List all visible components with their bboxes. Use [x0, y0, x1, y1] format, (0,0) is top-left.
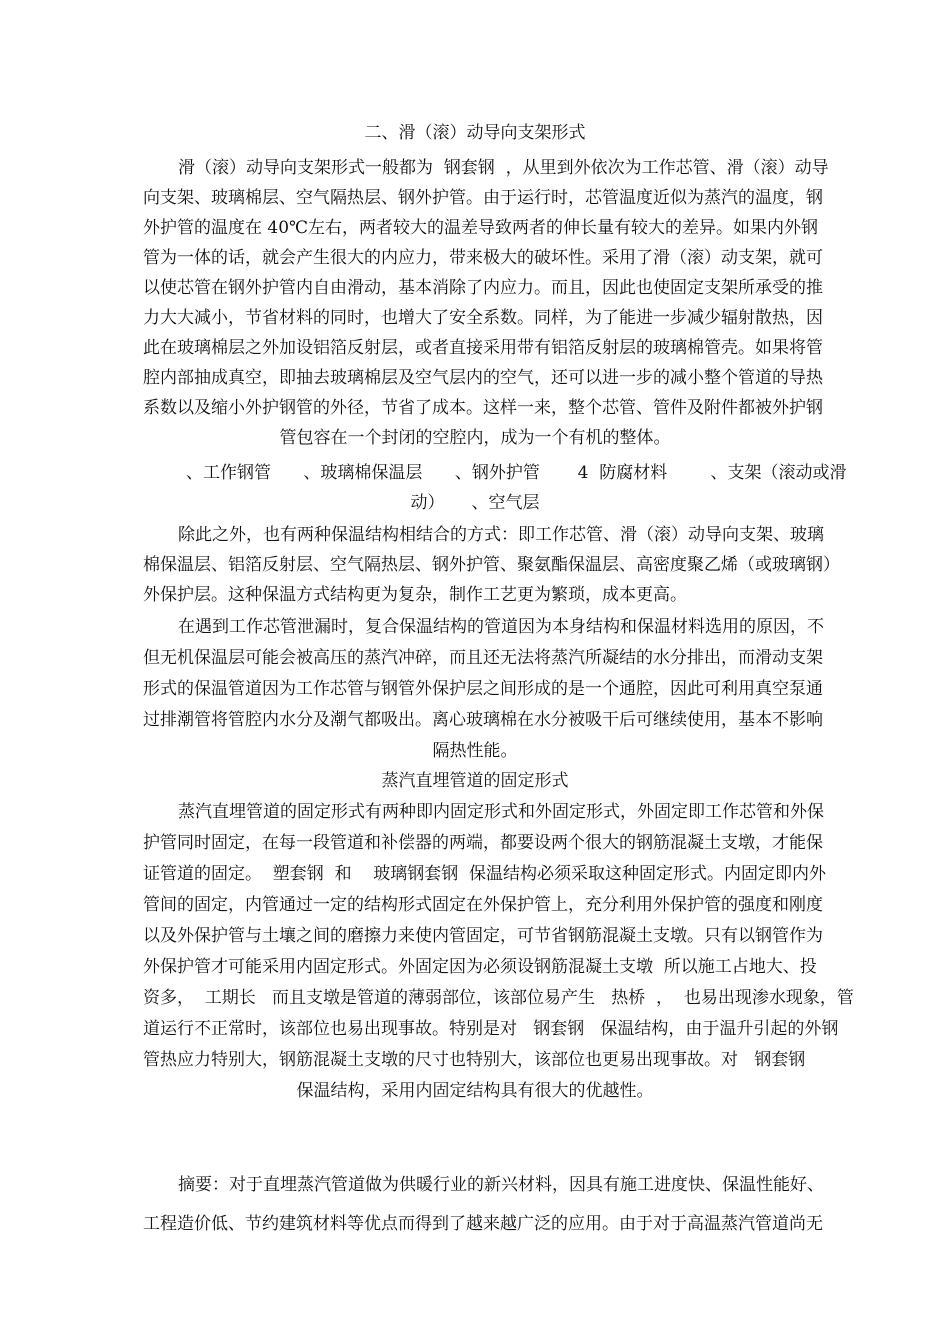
paragraph-line: 棉保温层、铝箔反射层、空气隔热层、钢外护管、聚氨酯保温层、高密度聚乙烯（或玻璃钢）: [143, 555, 840, 575]
paragraph-line: 过排潮管将管腔内水分及潮气都吸出。离心玻璃棉在水分被吸干后可继续使用，基本不影响: [143, 710, 823, 730]
paragraph-line: 腔内部抽成真空，即抽去玻璃棉层及空气层内的空气，还可以进一步的减小整个管道的导热: [143, 368, 823, 388]
paragraph-line: 但无机保温层可能会被高压的蒸汽冲碎，而且还无法将蒸汽所凝结的水分排出，而滑动支架: [143, 648, 823, 668]
paragraph-line: 以及外保护管与土壤之间的磨擦力来使内管固定，可节省钢筋混凝土支墩。只有以钢管作为: [143, 926, 823, 946]
paragraph-line: 力大大减小，节省材料的同时，也增大了安全系数。同样，为了能进一步减少辐射散热，因: [143, 308, 823, 328]
legend-line: 、工作钢管 、玻璃棉保温层 、钢外护管 4 防腐材料 、支架（滚动或滑: [186, 463, 847, 483]
paragraph-line: 证管道的固定。 塑套钢 和 玻璃钢套钢 保温结构必须采取这种固定形式。内固定即内外: [143, 864, 827, 884]
paragraph-line: 管间的固定，内管通过一定的结构形式固定在外保护管上，充分利用外保护管的强度和刚度: [143, 895, 823, 915]
legend-line: 动） 、空气层: [410, 493, 540, 513]
paragraph-line: 护管同时固定，在每一段管道和补偿器的两端，都要设两个很大的钢筋混凝土支墩，才能保: [143, 833, 823, 853]
paragraph-line: 此在玻璃棉层之外加设铝箔反射层，或者直接采用带有铝箔反射层的玻璃棉管壳。如果将管: [143, 338, 823, 358]
paragraph-line: 管为一体的话，就会产生很大的内应力，带来极大的破坏性。采用了滑（滚）动支架，就可: [143, 248, 823, 268]
paragraph-line: 系数以及缩小外护钢管的外径，节省了成本。这样一来，整个芯管、管件及附件都被外护钢: [143, 398, 823, 418]
paragraph-line: 外护管的温度在 40℃左右，两者较大的温差导致两者的伸长量有较大的差异。如果内外钢: [143, 218, 819, 238]
paragraph-line: 隔热性能。: [432, 741, 518, 761]
section-title: 二、滑（滚）动导向支架形式: [364, 123, 586, 143]
paragraph-line: 蒸汽直埋管道的固定形式有两种即内固定形式和外固定形式，外固定即工作芯管和外保: [178, 802, 824, 822]
paragraph-line: 向支架、玻璃棉层、空气隔热层、钢外护管。由于运行时，芯管温度近似为蒸汽的温度，钢: [143, 188, 823, 208]
paragraph-line: 在遇到工作芯管泄漏时，复合保温结构的管道因为本身结构和保温材料选用的原因，不: [178, 617, 824, 637]
paragraph-line: 以使芯管在钢外护管内自由滑动，基本消除了内应力。而且，因此也使固定支架所承受的推: [143, 278, 823, 298]
paragraph-line: 管热应力特别大，钢筋混凝土支墩的尺寸也特别大，该部位也更易出现事故。对 钢套钢: [143, 1050, 806, 1070]
paragraph-line: 保温结构，采用内固定结构具有很大的优越性。: [296, 1081, 654, 1101]
paragraph-line: 滑（滚）动导向支架形式一般都为 钢套钢 ，从里到外依次为工作芯管、滑（滚）动导: [178, 158, 829, 178]
paragraph-line: 资多， 工期长 而且支墩是管道的薄弱部位，该部位易产生 热桥 ， 也易出现渗水现象，管: [143, 988, 854, 1008]
paragraph-line: 形式的保温管道因为工作芯管与钢管外保护层之间形成的是一个通腔，因此可利用真空泵通: [143, 679, 823, 699]
paragraph-line: 外保护层。这种保温方式结构更为复杂，制作工艺更为繁琐，成本更高。: [143, 585, 687, 605]
abstract-line: 摘要：对于直埋蒸汽管道做为供暖行业的新兴材料，因具有施工进度快、保温性能好、: [178, 1175, 824, 1195]
paragraph-line: 除此之外，也有两种保温结构相结合的方式：即工作芯管、滑（滚）动导向支架、玻璃: [178, 525, 824, 545]
abstract-line: 工程造价低、节约建筑材料等优点而得到了越来越广泛的应用。由于对于高温蒸汽管道尚无: [143, 1214, 823, 1234]
paragraph-line: 管包容在一个封闭的空腔内，成为一个有机的整体。: [279, 428, 671, 448]
section-title: 蒸汽直埋管道的固定形式: [381, 771, 569, 791]
paragraph-line: 道运行不正常时，该部位也易出现事故。特别是对 钢套钢 保温结构，由于温升引起的外钢: [143, 1019, 839, 1039]
paragraph-line: 外保护管才可能采用内固定形式。外固定因为必须设钢筋混凝土支墩 所以施工占地大、投: [143, 957, 817, 977]
